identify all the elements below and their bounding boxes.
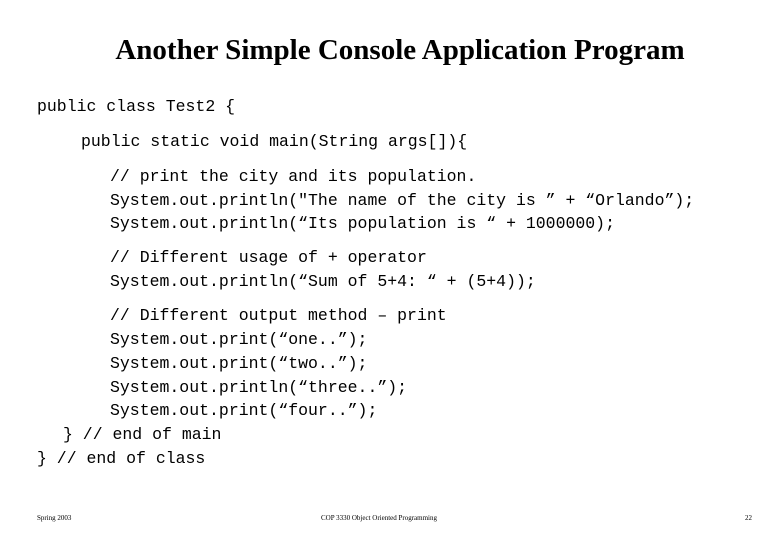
code-line-comment-print-city: // print the city and its population. — [110, 167, 477, 186]
code-line-end-class: } // end of class — [37, 449, 206, 468]
code-line-print-one: System.out.print(“one..”); — [110, 330, 368, 349]
footer-page-number: 22 — [745, 514, 752, 522]
code-line-println-city: System.out.println("The name of the city is ” + “Orlando”); — [110, 191, 695, 210]
code-line-comment-operator: // Different usage of + operator — [110, 248, 427, 267]
code-line-end-main: } // end of main — [63, 425, 222, 444]
code-line-println-three: System.out.println(“three..”); — [110, 378, 408, 397]
code-line-comment-print-method: // Different output method – print — [110, 306, 447, 325]
slide-title: Another Simple Console Application Program — [115, 34, 685, 66]
code-line-print-four: System.out.print(“four..”); — [110, 401, 378, 420]
code-line-println-population: System.out.println(“Its population is “ + 1000000); — [110, 214, 615, 233]
code-line-class-declaration: public class Test2 { — [37, 97, 236, 116]
code-line-print-two: System.out.print(“two..”); — [110, 354, 368, 373]
code-line-println-sum: System.out.println(“Sum of 5+4: “ + (5+4)); — [110, 272, 536, 291]
footer-course: COP 3330 Object Oriented Programming — [321, 514, 438, 522]
code-line-main-declaration: public static void main(String args[]){ — [81, 132, 468, 151]
footer-date: Spring 2003 — [37, 514, 72, 522]
